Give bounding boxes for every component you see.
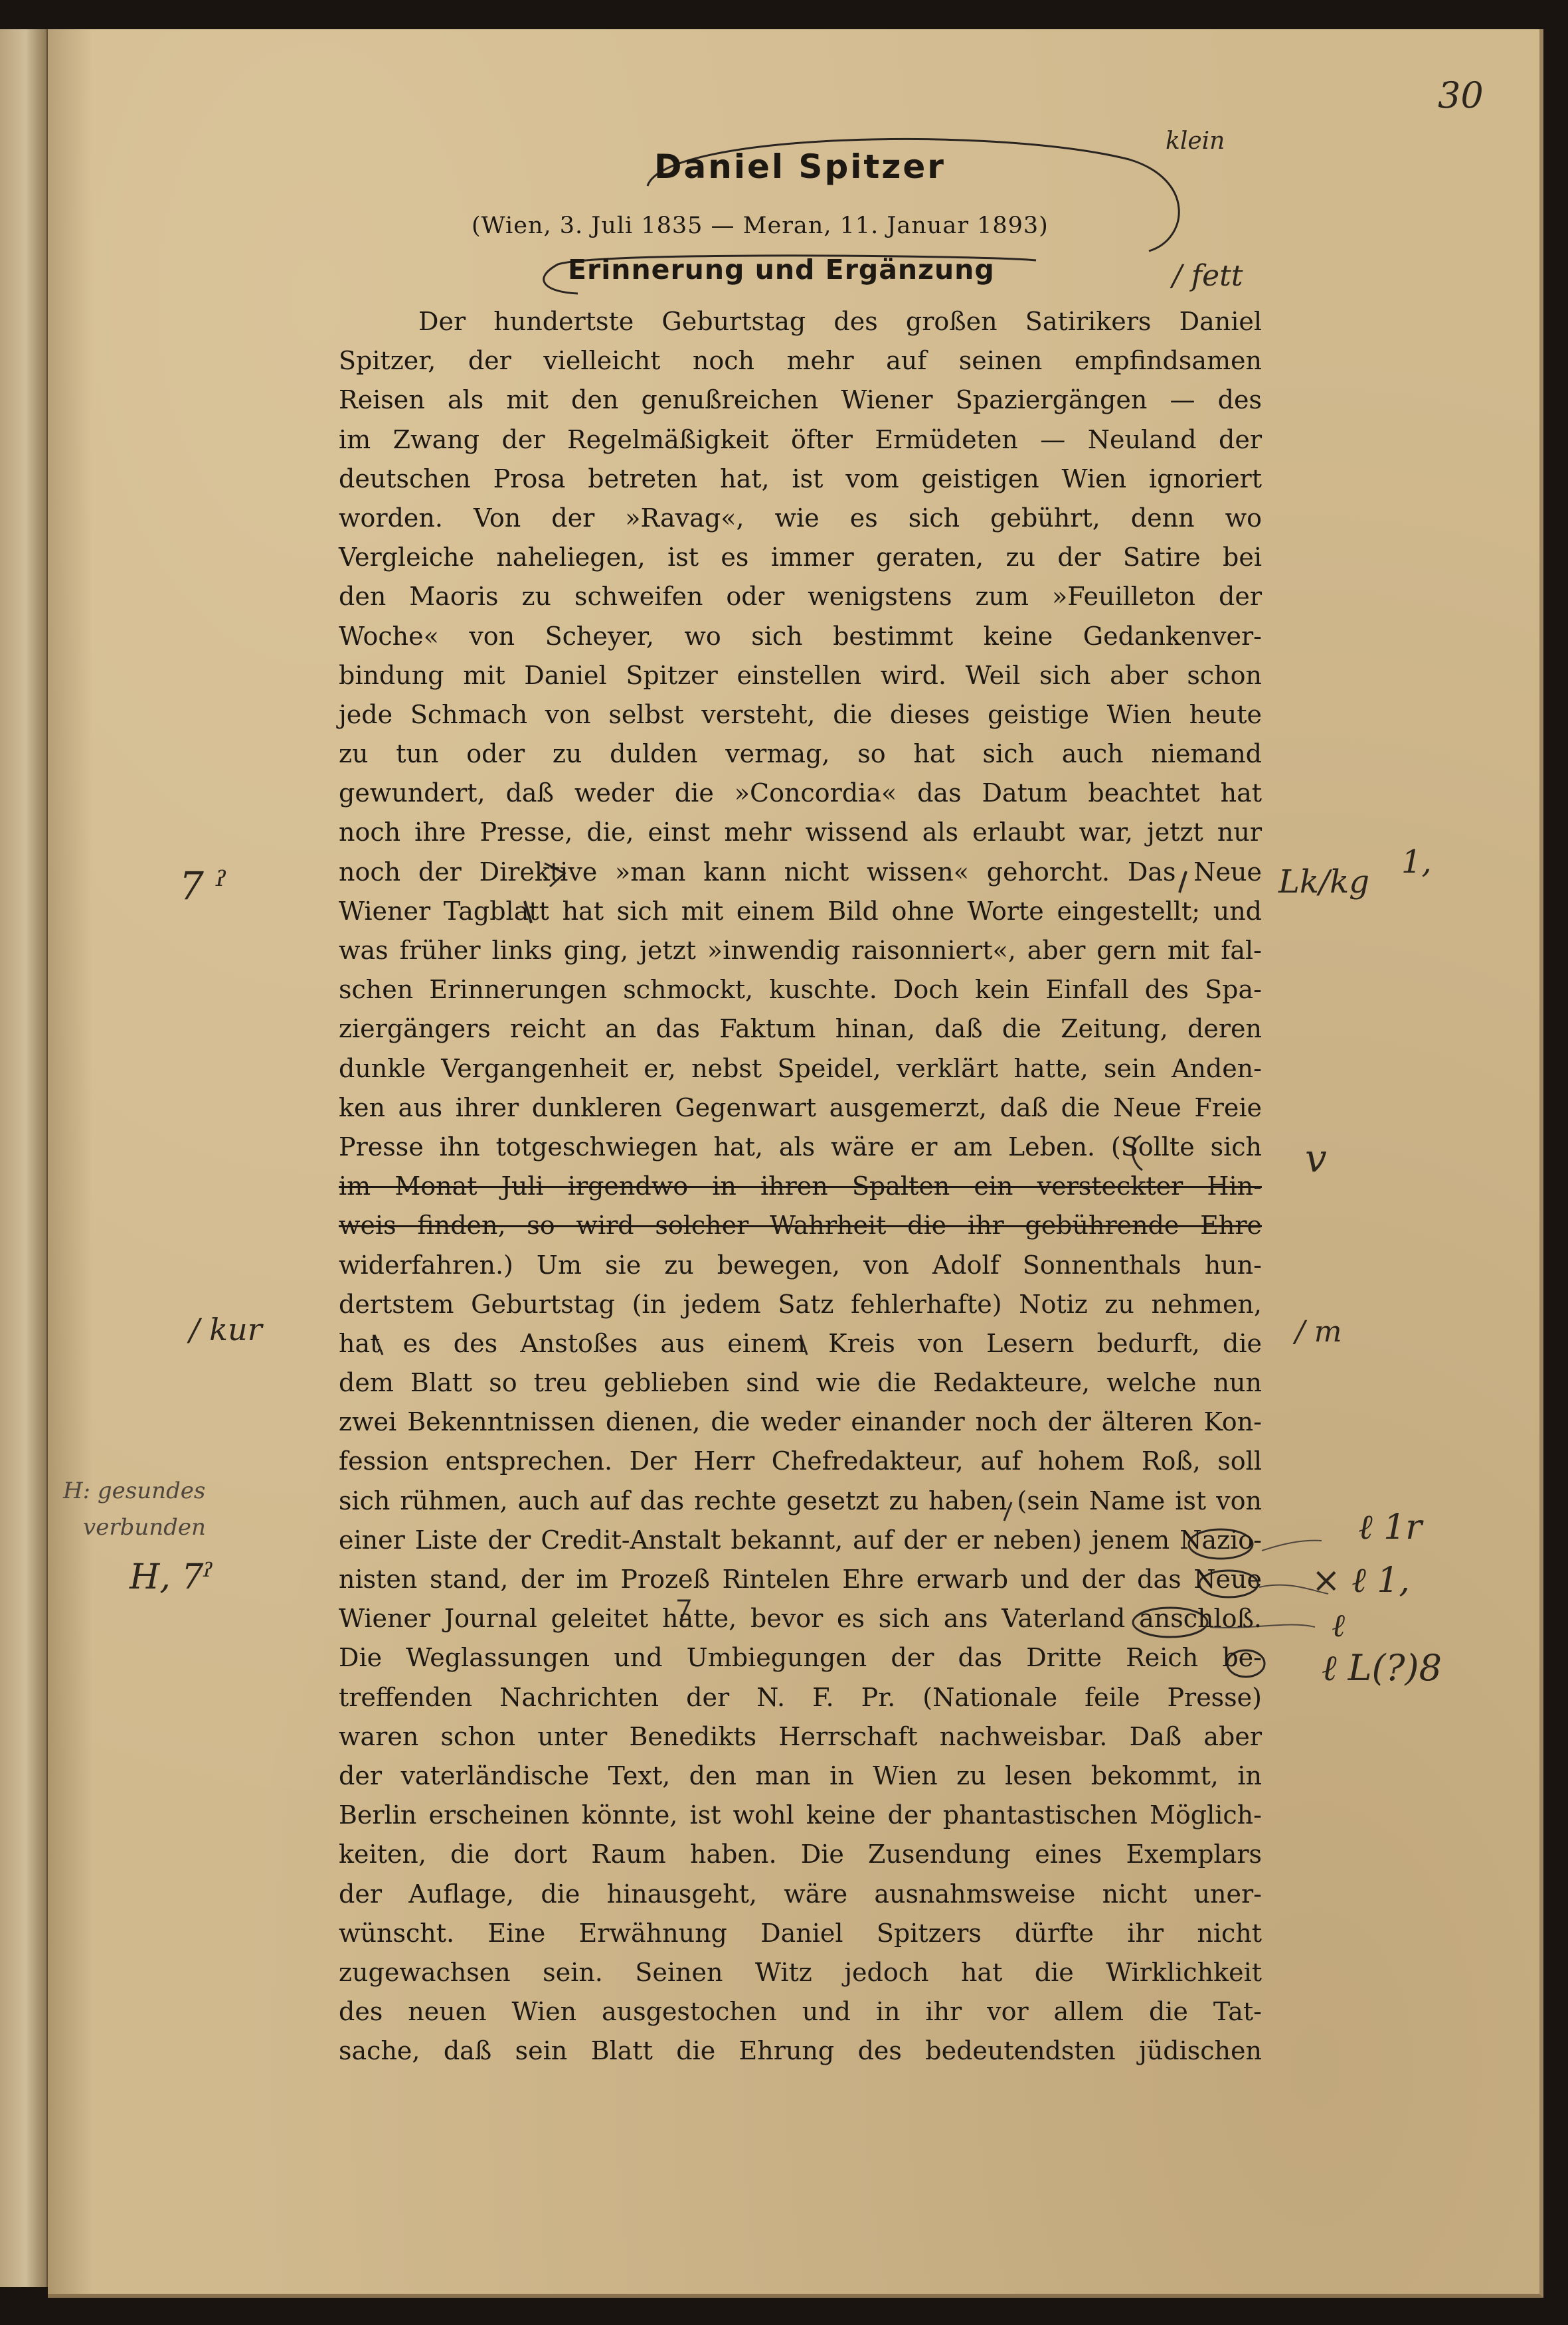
text-line: Wiener Tagblatt hat sich mit einem Bild ohne Worte eingestellt; und [339,896,1262,926]
article-subtitle: (Wien, 3. Juli 1835 — Meran, 11. Januar 1893) [472,213,1049,239]
text-line: Wiener Journal geleitet hatte, bevor es sich ans Vaterland anschloß. [339,1604,1262,1634]
text-line: zu tun oder zu dulden vermag, so hat sich auch niemand [339,739,1262,769]
text-line: des neuen Wien ausgestochen und in ihr vor allem die Tat- [339,1997,1262,2027]
text-line: ken aus ihrer dunkleren Gegenwart ausgemerzt, daß die Neue Freie [339,1092,1262,1122]
margin-note-left-line15: 7 ˀ [179,863,227,908]
page-number: 30 [1438,74,1484,116]
text-line: keiten, die dort Raum haben. Die Zusendung eines Exemplars [339,1840,1262,1869]
text-line: dunkle Vergangenheit er, nebst Speidel, verklärt hatte, sein Anden- [339,1053,1262,1083]
text-line: zwei Bekenntnissen dienen, die weder einander noch der älteren Kon- [339,1407,1262,1437]
article-body [339,302,1262,2071]
text-line: Presse ihn totgeschwiegen hat, als wäre er am Leben. (Sollte sich [339,1132,1262,1162]
margin-note-right-line22: v [1305,1136,1327,1181]
text-line: Vergleiche naheliegen, ist es immer geraten, zu der Satire bei [339,543,1262,572]
text-line: noch ihre Presse, die, einst mehr wissend als erlaubt war, jetzt nur [339,818,1262,847]
text-line: fession entsprechen. Der Herr Chefredakteur, auf hohem Roß, soll [339,1446,1262,1476]
margin-note-right-line15: Lk/kg [1278,863,1369,901]
text-line: der vaterländische Text, den man in Wien zu lesen bekommt, in [339,1761,1262,1790]
text-line: waren schon unter Benedikts Herrschaft nachweisbar. Daß aber [339,1721,1262,1751]
text-line: treffenden Nachrichten der N. F. Pr. (Nationale feile Presse) [339,1682,1262,1712]
text-line: sache, daß sein Blatt die Ehrung des bedeutendsten jüdischen [339,2036,1262,2066]
section-heading: Erinnerung und Ergänzung [568,254,995,286]
text-line: widerfahren.) Um sie zu bewegen, von Adolf Sonnenthals hun- [339,1250,1262,1280]
margin-note-title: klein [1166,128,1225,155]
text-line: deutschen Prosa betreten hat, ist vom geistigen Wien ignoriert [339,464,1262,493]
text-line-struck: weis finden, so wird solcher Wahrheit die ihr gebührende Ehre [339,1211,1262,1241]
text-line: jede Schmach von selbst versteht, die dieses geistige Wien heute [339,699,1262,729]
text-line: schen Erinnerungen schmockt, kuschte. Doch kein Einfall des Spa- [339,975,1262,1005]
margin-note-far-right-line15: 1, [1401,843,1432,881]
article-title: Daniel Spitzer [654,147,946,186]
margin-note-left-line31a: H: gesundes [63,1478,206,1504]
text-line: dem Blatt so treu geblieben sind wie die Redakteure, welche nun [339,1368,1262,1398]
margin-note-right-line33: × ℓ 1, [1312,1561,1410,1600]
text-line: hat es des Anstoßes aus einem Kreis von Lesern bedurft, die [339,1328,1262,1358]
text-line: Berlin erscheinen könnte, ist wohl keine der phantastischen Möglich- [339,1800,1262,1830]
margin-note-right-line35: ℓ L(?)8 [1322,1647,1442,1689]
margin-note-right-line34: ℓ [1332,1607,1345,1644]
book-binding-edge [0,29,48,2287]
text-line: Die Weglassungen und Umbiegungen der das Dritte Reich be- [339,1643,1262,1673]
margin-note-left-line27: / kur [189,1312,262,1347]
text-line: worden. Von der »Ravag«, wie es sich gebührt, denn wo [339,503,1262,533]
text-line: wünscht. Eine Erwähnung Daniel Spitzers dürfte ihr nicht [339,1918,1262,1948]
margin-note-left-line33: H, 7ˀ [130,1557,214,1597]
text-line: der Auflage, die hinausgeht, wäre ausnahmsweise nicht uner- [339,1879,1262,1909]
text-line: noch der Direktive »man kann nicht wissen« gehorcht. Das Neue [339,857,1262,887]
text-line: im Zwang der Regelmäßigkeit öfter Ermüdeten — Neuland der [339,424,1262,454]
text-line: zugewachsen sein. Seinen Witz jedoch hat die Wirklichkeit [339,1957,1262,1987]
text-line: was früher links ging, jetzt »inwendig raisonniert«, aber gern mit fal- [339,936,1262,965]
text-line: sich rühmen, auch auf das rechte gesetzt zu haben (sein Name ist von [339,1486,1262,1515]
text-line: bindung mit Daniel Spitzer einstellen wird. Weil sich aber schon [339,660,1262,690]
text-line: Spitzer, der vielleicht noch mehr auf seinen empfindsamen [339,346,1262,376]
margin-note-left-line31b: verbunden [83,1514,206,1541]
margin-note-right-line31: ℓ 1r [1358,1507,1423,1547]
text-line: Der hundertste Geburtstag des großen Satirikers Daniel [418,307,1262,336]
text-line: den Maoris zu schweifen oder wenigstens zum »Feuilleton der [339,582,1262,612]
text-line: Reisen als mit den genußreichen Wiener Spaziergängen — des [339,385,1262,415]
text-line: ziergängers reicht an das Faktum hinan, daß die Zeitung, deren [339,1014,1262,1044]
text-line: dertstem Geburtstag (in jedem Satz fehlerhafte) Notiz zu nehmen, [339,1289,1262,1319]
text-line: nisten stand, der im Prozeß Rintelen Ehre erwarb und der das Neue [339,1565,1262,1594]
text-line: gewundert, daß weder die »Concordia« das Datum beachtet hat [339,778,1262,808]
text-line: einer Liste der Credit-Anstalt bekannt, auf der er neben) jenem Nazio- [339,1525,1262,1555]
text-line: Woche« von Scheyer, wo sich bestimmt keine Gedankenver- [339,621,1262,651]
text-line-struck: im Monat Juli irgendwo in ihren Spalten ein versteckter Hin- [339,1171,1262,1201]
margin-note-right-line27: / m [1295,1315,1342,1349]
margin-note-heading: / fett [1172,259,1243,293]
